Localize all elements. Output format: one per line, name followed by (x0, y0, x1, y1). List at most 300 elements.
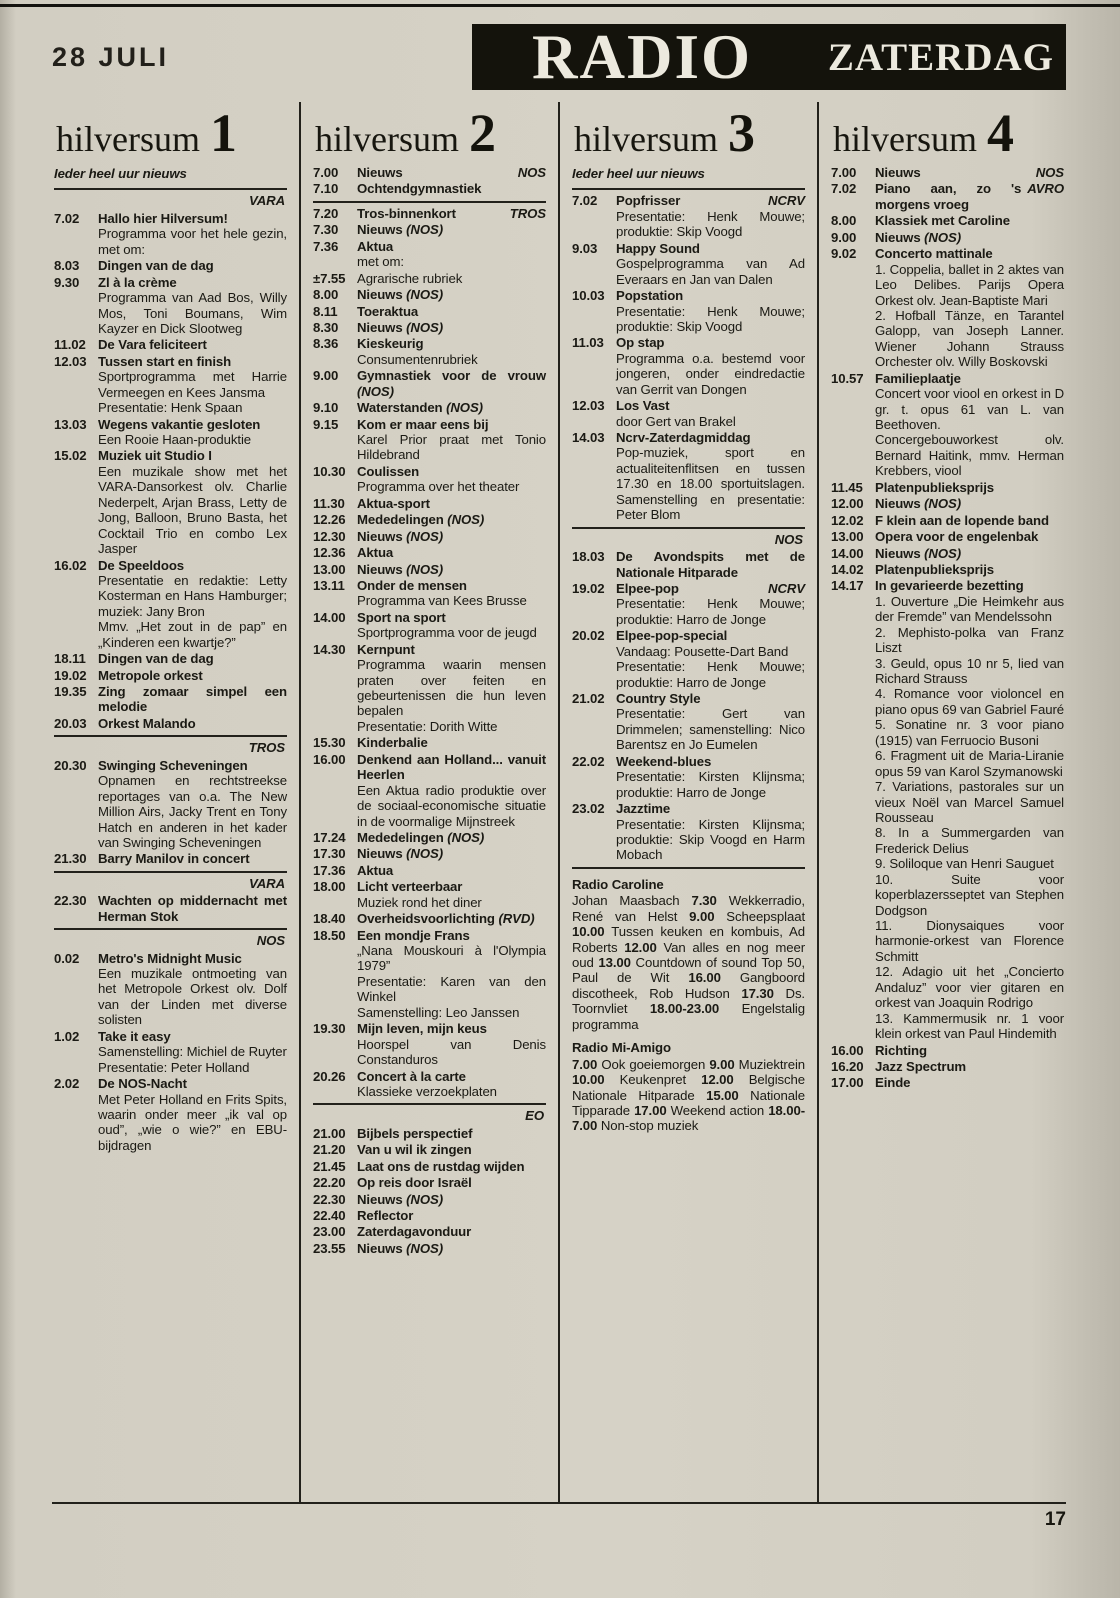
program-body (357, 336, 546, 367)
program-title: Hallo hier Hilversum! (98, 210, 228, 226)
program-title: Los Vast (616, 398, 670, 414)
program-item (54, 951, 287, 1028)
hourly-news-note: Ieder heel uur nieuws (54, 166, 187, 181)
program-time: 15.02 (54, 448, 87, 464)
program-body (875, 165, 1064, 180)
program-time: 20.26 (313, 1068, 346, 1084)
program-time: 9.30 (54, 274, 80, 290)
program-item (313, 578, 546, 609)
program-body (357, 165, 546, 180)
column-hilversum-4 (817, 102, 1066, 1502)
network-badge: AVRO (1027, 181, 1064, 197)
program-time: 18.03 (572, 549, 605, 565)
program-title: Nieuws (NOS) (357, 222, 444, 238)
program-time: 11.30 (313, 495, 345, 511)
program-time: 9.00 (313, 368, 339, 384)
program-time: 9.02 (831, 246, 857, 262)
program-time: 12.02 (831, 512, 864, 528)
program-time: 8.11 (313, 303, 338, 319)
program-body (875, 181, 1064, 212)
program-item (54, 558, 287, 651)
program-body (875, 578, 1064, 1041)
program-description: door Gert van Brakel (616, 413, 736, 429)
program-title: Mijn leven, mijn keus (357, 1021, 487, 1037)
program-time: 7.10 (313, 181, 339, 197)
program-time: 11.03 (572, 335, 604, 351)
program-title: Kernpunt (357, 641, 415, 657)
column-hilversum-1 (52, 102, 299, 1502)
program-item (313, 304, 546, 319)
program-time: 12.03 (54, 353, 87, 369)
program-time: 7.00 (831, 165, 857, 180)
program-time: 23.00 (313, 1224, 346, 1240)
program-body (357, 545, 546, 560)
program-time: 23.55 (313, 1240, 346, 1256)
program-time: 13.03 (54, 416, 87, 432)
program-item (313, 863, 546, 878)
program-body (98, 951, 287, 1028)
program-body (357, 928, 546, 1021)
program-title: Sport na sport (357, 609, 446, 625)
program-body (616, 430, 805, 523)
program-list-3 (572, 165, 805, 1134)
program-body (357, 368, 546, 399)
network-label: NOS (774, 531, 803, 547)
program-body (357, 464, 546, 495)
program-body (357, 222, 546, 237)
program-time: 2.02 (54, 1076, 80, 1092)
program-time: 9.15 (313, 416, 339, 432)
program-title: De Avondspits met de Nationale Hitparade (616, 549, 805, 580)
program-time: 20.30 (54, 757, 87, 773)
program-title: Kieskeurig (357, 336, 424, 352)
program-body (616, 549, 805, 580)
program-title: Concerto mattinale (875, 246, 993, 262)
program-body (875, 230, 1064, 245)
program-time: 14.30 (313, 641, 346, 657)
program-title: Weekend-blues (616, 753, 712, 769)
program-description: Sportprogramma voor de jeugd (357, 625, 537, 641)
program-time: 18.00 (313, 879, 346, 895)
program-item (831, 230, 1064, 245)
date-label: 28 JULI (52, 41, 170, 72)
program-body (98, 684, 287, 715)
program-item (313, 1241, 546, 1256)
program-time: 21.00 (313, 1125, 346, 1141)
program-title: Familieplaatje (875, 370, 961, 386)
program-item (54, 354, 287, 416)
program-title: F klein aan de lopende band (875, 512, 1049, 528)
program-description: Programma voor het hele gezin, met om: (98, 226, 287, 257)
program-description: Presentatie en redaktie: Letty Kosterman en Hans Hamburger; muziek: Jany Bron (98, 572, 287, 619)
program-item (313, 735, 546, 750)
divider-rule (54, 188, 287, 190)
program-body (357, 496, 546, 511)
program-description: Presentatie: Gert van Drimmelen; samenstelling: Nico Barentsz en Jo Eumelen (616, 706, 805, 753)
program-time: 14.02 (831, 561, 864, 577)
program-title: Zaterdagavonduur (357, 1224, 472, 1240)
program-description: 7. Variations, pastorales sur un vieux Noël van Marcel Samuel Rousseau (875, 779, 1064, 825)
program-body (98, 651, 287, 666)
program-body (357, 1224, 546, 1239)
program-title: Nieuws (NOS) (357, 287, 444, 303)
program-time: 22.02 (572, 753, 605, 769)
program-description: Pop-muziek, sport en actualiteitenflitsen en tussen 17.30 en 18.00 sportuitslagen. Samenstelling en presentatie: Peter Blom (616, 445, 805, 523)
program-time: 21.45 (313, 1158, 346, 1174)
program-body (357, 287, 546, 302)
program-description: Presentatie: Karen van den Winkel (357, 973, 546, 1005)
program-body (357, 320, 546, 335)
section-heading: Radio Mi-Amigo (572, 1040, 671, 1056)
program-body (357, 1192, 546, 1207)
program-time: 7.00 (313, 165, 339, 180)
program-description: Karel Prior praat met Tonio Hildebrand (357, 432, 546, 463)
program-body (357, 239, 546, 270)
program-title: Bijbels perspectief (357, 1125, 473, 1141)
program-item (313, 1192, 546, 1207)
program-body (875, 562, 1064, 577)
program-time: 0.02 (54, 950, 80, 966)
program-title: Tussen start en finish (98, 353, 232, 369)
program-body (357, 578, 546, 609)
program-body (357, 863, 546, 878)
program-title: Nieuws (NOS) (875, 545, 962, 561)
program-title: Elpee-pop-special (616, 628, 728, 644)
station-name: hilversum (833, 119, 977, 159)
program-item (572, 398, 805, 429)
program-time: 16.20 (831, 1058, 864, 1074)
program-time: 22.40 (313, 1208, 346, 1223)
program-time: 21.30 (54, 851, 87, 867)
program-description: Hoorspel van Denis Constanduros (357, 1036, 546, 1068)
program-item (831, 562, 1064, 577)
program-time: 9.03 (572, 240, 598, 256)
program-time: 17.30 (313, 846, 346, 862)
program-body (357, 846, 546, 861)
network-badge: NOS (517, 165, 546, 180)
program-description: Sportprogramma met Harrie Vermeegen en Kees Jansma (98, 369, 287, 400)
program-item (572, 241, 805, 287)
program-title: Piano aan, zo 's morgens vroeg (875, 181, 1022, 212)
program-title: Nieuws (NOS) (875, 229, 962, 245)
program-body (357, 911, 546, 926)
program-description: Mmv. „Het zout in de pap” en „Kinderen een kwartje?” (98, 619, 287, 650)
program-description: Gospelprogramma van Ad Everaars en Jan van Dalen (616, 256, 805, 287)
station-number: 3 (727, 103, 755, 163)
program-item (313, 1208, 546, 1223)
program-item (54, 716, 287, 731)
program-item (313, 271, 546, 286)
divider-rule (313, 201, 546, 203)
program-item (313, 320, 546, 335)
program-body (357, 1142, 546, 1157)
magazine-title: RADIO (532, 21, 753, 92)
program-body (98, 448, 287, 556)
program-body (98, 417, 287, 448)
program-item (313, 417, 546, 463)
program-description: Een muzikale show met het VARA-Dansorkest olv. Charlie Nederpelt, Arjan Brass, Letty de Jong, Balloon, Bruno Basta, het Cocktail Trio en combo Lex Jasper (98, 463, 287, 557)
program-item (54, 448, 287, 556)
program-title: Aktua-sport (357, 495, 430, 511)
program-item (54, 1029, 287, 1075)
station-number: 1 (209, 103, 237, 163)
program-title: Nieuws (NOS) (875, 496, 962, 512)
program-description: 3. Geuld, opus 10 nr 5, lied van Richard Strauss (875, 655, 1064, 686)
program-time: 7.20 (313, 205, 339, 221)
program-body (98, 258, 287, 273)
program-title: Aktua (357, 862, 394, 878)
program-title: Platenpublieksprijs (875, 479, 995, 495)
program-body (357, 642, 546, 735)
program-body (98, 1076, 287, 1153)
program-time: 22.30 (54, 893, 87, 909)
program-time: 18.50 (313, 927, 346, 943)
program-body (357, 512, 546, 527)
program-body (357, 1021, 546, 1067)
program-body (98, 851, 287, 866)
program-title: Reflector (357, 1208, 414, 1223)
program-description: Een Aktua radio produktie over de sociaal-economische situatie in de voormalige Mijnstreek (357, 782, 546, 829)
network-badge: NOS (1035, 165, 1064, 180)
page-footer (52, 1504, 1066, 1531)
program-body (357, 752, 546, 829)
station-number: 4 (986, 103, 1014, 163)
program-item (54, 337, 287, 352)
network-label: EO (525, 1108, 544, 1124)
program-title: Nieuws (NOS) (357, 1191, 444, 1207)
program-description: 10. Suite voor koperblazersseptet van Stephen Dodgson (875, 871, 1064, 918)
program-title: Nieuws (NOS) (357, 846, 444, 862)
program-title: Waterstanden (NOS) (357, 400, 483, 416)
program-item (572, 801, 805, 863)
program-time: 13.00 (313, 561, 346, 577)
program-time: 15.30 (313, 735, 346, 751)
program-item (831, 181, 1064, 212)
program-item (572, 691, 805, 753)
program-body (616, 398, 805, 429)
program-description: 1. Coppelia, ballet in 2 aktes van Leo Delibes. Parijs Opera Orkest olv. Jean-Baptiste Mari (875, 261, 1064, 308)
program-item (313, 368, 546, 399)
program-title: Licht verteerbaar (357, 879, 463, 895)
program-item (313, 181, 546, 196)
program-description: 2. Hofball Tänze, en Tarantel Galopp, van Joseph Lanner. Wiener Johann Strauss Orchester olv. Willy Boskovski (875, 307, 1064, 370)
program-title: Nieuws (NOS) (357, 319, 444, 335)
program-description: Muziek rond het diner (357, 894, 482, 910)
program-item (831, 546, 1064, 561)
program-description: Presentatie: Henk Mouwe; produktie: Harro de Jonge (616, 659, 805, 690)
program-time: 19.35 (54, 684, 87, 699)
program-title: Wegens vakantie gesloten (98, 416, 261, 432)
program-body (357, 206, 546, 221)
program-body (357, 830, 546, 845)
program-time: 14.00 (831, 545, 864, 561)
program-time: 22.30 (313, 1191, 346, 1207)
program-item (313, 1224, 546, 1239)
program-body (616, 241, 805, 287)
program-item (313, 928, 546, 1021)
program-item (54, 211, 287, 257)
program-item (572, 288, 805, 334)
program-body (357, 735, 546, 750)
program-time: 13.00 (831, 529, 864, 545)
program-item (313, 545, 546, 560)
program-item (572, 549, 805, 580)
program-body (98, 558, 287, 651)
hourly-news-note: Ieder heel uur nieuws (572, 166, 705, 181)
program-body (616, 288, 805, 334)
program-body (616, 193, 805, 239)
program-title: Nieuws (875, 165, 921, 180)
program-description: Presentatie: Kirsten Klijnsma; produktie: Harro de Jonge (616, 769, 805, 800)
program-title: Popstation (616, 288, 684, 304)
program-title: Dingen van de dag (98, 651, 214, 667)
program-title: Mededelingen (NOS) (357, 512, 485, 528)
program-description: Presentatie: Henk Mouwe; produktie: Skip Voogd (616, 208, 805, 240)
program-title: Metropole orkest (98, 667, 203, 683)
program-item (313, 1142, 546, 1157)
program-time: 16.02 (54, 557, 87, 573)
program-item (572, 193, 805, 239)
program-title: Overheidsvoorlichting (RVD) (357, 911, 535, 927)
program-time: 23.02 (572, 801, 605, 817)
program-title: Swinging Scheveningen (98, 757, 248, 773)
program-body (875, 246, 1064, 370)
program-body (357, 610, 546, 641)
section-paragraph: 7.00 Ook goeiemorgen 9.00 Muziektrein 10.00 Keukenpret 12.00 Belgische Nationale Hitparade 15.00 Nationale Tipparade 17.00 Weekend action 18.00-7.00 Non-stop muziek (572, 1056, 806, 1134)
program-title: Aktua (357, 545, 394, 561)
program-title: Mededelingen (NOS) (357, 829, 485, 845)
program-body (616, 801, 805, 863)
program-title: Wachten op middernacht met Herman Stok (98, 893, 287, 924)
program-time: 11.45 (831, 479, 863, 495)
program-time: 7.30 (313, 222, 339, 238)
program-title: Country Style (616, 691, 701, 706)
program-description: 5. Sonatine nr. 3 voor piano (1915) van Ferruocio Busoni (875, 717, 1064, 748)
program-item (572, 754, 805, 800)
program-body (357, 879, 546, 910)
program-description: Een Rooie Haan-produktie (98, 432, 252, 447)
program-description: Presentatie: Dorith Witte (357, 718, 498, 734)
program-time: 14.17 (831, 578, 864, 594)
program-title: Nieuws (NOS) (357, 528, 444, 544)
program-body (98, 275, 287, 337)
program-description: Opnamen en rechtstreekse reportages van o.a. The New Million Airs, Jacky Trent en Tony Hatch en anderen in het kader van Swinging Scheveningen (98, 773, 287, 850)
program-item (313, 610, 546, 641)
program-time: 8.36 (313, 336, 339, 352)
program-time: 10.57 (831, 370, 864, 386)
program-body (616, 691, 805, 753)
program-item (313, 911, 546, 926)
program-item (313, 336, 546, 367)
program-item (54, 684, 287, 715)
program-time: 19.02 (54, 667, 87, 683)
program-description: 11. Dionysaiques voor harmonie-orkest van Florence Schmitt (875, 918, 1064, 964)
program-title: Tros-binnenkort (357, 205, 456, 221)
section-paragraph: Johan Maasbach 7.30 Wekkerradio, René van Helst 9.00 Scheepsplaat 10.00 Tussen keuken en kombuis, Ad Roberts 12.00 Van alles en nog meer oud 13.00 Countdown of sound Top 50, Paul de Wit 16.00 Gangboord discotheek, Rob Hudson 17.30 Ds. Toornvliet 18.00-23.00 Engelstalig programma (572, 893, 806, 1032)
program-time: 19.02 (572, 580, 605, 596)
program-title: Concert à la carte (357, 1068, 466, 1084)
station-header-2 (313, 102, 546, 165)
program-title: Een mondje Frans (357, 927, 470, 943)
program-item (54, 893, 287, 924)
network-label: NOS (256, 933, 285, 949)
program-title: Aktua (357, 238, 394, 254)
program-description: Met Peter Holland en Frits Spits, waarin onder meer „ik val op oud”, „wie o wie?” en EBU-bijdragen (98, 1091, 287, 1153)
program-body (875, 1059, 1064, 1074)
program-time: 7.02 (831, 181, 857, 197)
program-item (313, 287, 546, 302)
program-description: Programma waarin mensen praten over feiten en gebeurtenissen die hun leven bepalen (357, 657, 546, 719)
program-body (875, 1043, 1064, 1058)
program-body (357, 304, 546, 319)
program-time: 8.00 (831, 213, 857, 229)
program-item (831, 1043, 1064, 1058)
program-time: 21.20 (313, 1142, 346, 1158)
program-time: 17.36 (313, 862, 346, 878)
program-time: 18.11 (54, 651, 86, 667)
program-description: 8. In a Summergarden van Frederick Delius (875, 825, 1064, 856)
program-columns (52, 102, 1066, 1504)
program-body (875, 1075, 1064, 1090)
station-name: hilversum (56, 119, 200, 159)
program-time: 1.02 (54, 1028, 80, 1044)
program-time: 17.24 (313, 829, 346, 845)
program-time: 11.02 (54, 337, 86, 353)
program-item (313, 206, 546, 221)
program-body (357, 562, 546, 577)
program-item (313, 512, 546, 527)
station-name: hilversum (574, 119, 718, 159)
program-list-4 (831, 165, 1064, 1091)
program-body (616, 581, 805, 627)
program-title: Toeraktua (357, 303, 419, 319)
program-description: 12. Adagio uit het „Concierto Andaluz” voor vier gitaren en orkest van Joaquin Rodrigo (875, 964, 1064, 1011)
program-body (357, 1069, 546, 1100)
program-title: Op stap (616, 335, 665, 351)
network-badge: TROS (509, 205, 546, 221)
station-header-3 (572, 102, 805, 165)
program-title: Einde (875, 1075, 911, 1091)
program-time: 7.02 (54, 210, 80, 226)
program-item (313, 846, 546, 861)
program-body (616, 335, 805, 397)
program-item (313, 529, 546, 544)
program-title: Popfrisser (616, 193, 681, 209)
program-title: Ncrv-Zaterdagmiddag (616, 430, 751, 445)
program-time: 12.03 (572, 398, 605, 414)
program-item (572, 430, 805, 523)
program-item (313, 239, 546, 270)
program-item (313, 642, 546, 735)
program-time: 8.00 (313, 287, 339, 303)
program-body (357, 529, 546, 544)
program-item (313, 879, 546, 910)
program-title: Ochtendgymnastiek (357, 181, 482, 197)
program-item (313, 1069, 546, 1100)
program-time: 8.30 (313, 319, 339, 335)
program-title: Zl à la crème (98, 274, 177, 290)
program-description: 1. Ouverture „Die Heimkehr aus der Fremde” van Mendelssohn (875, 593, 1064, 625)
program-time: 12.26 (313, 512, 346, 528)
program-time: 10.30 (313, 463, 346, 479)
program-title: In gevarieerde bezetting (875, 578, 1024, 594)
program-item (831, 371, 1064, 479)
program-title: Kinderbalie (357, 735, 428, 751)
program-time: 20.03 (54, 715, 87, 731)
program-list-2 (313, 165, 546, 1256)
station-name: hilversum (315, 119, 459, 159)
divider-rule (54, 928, 287, 930)
